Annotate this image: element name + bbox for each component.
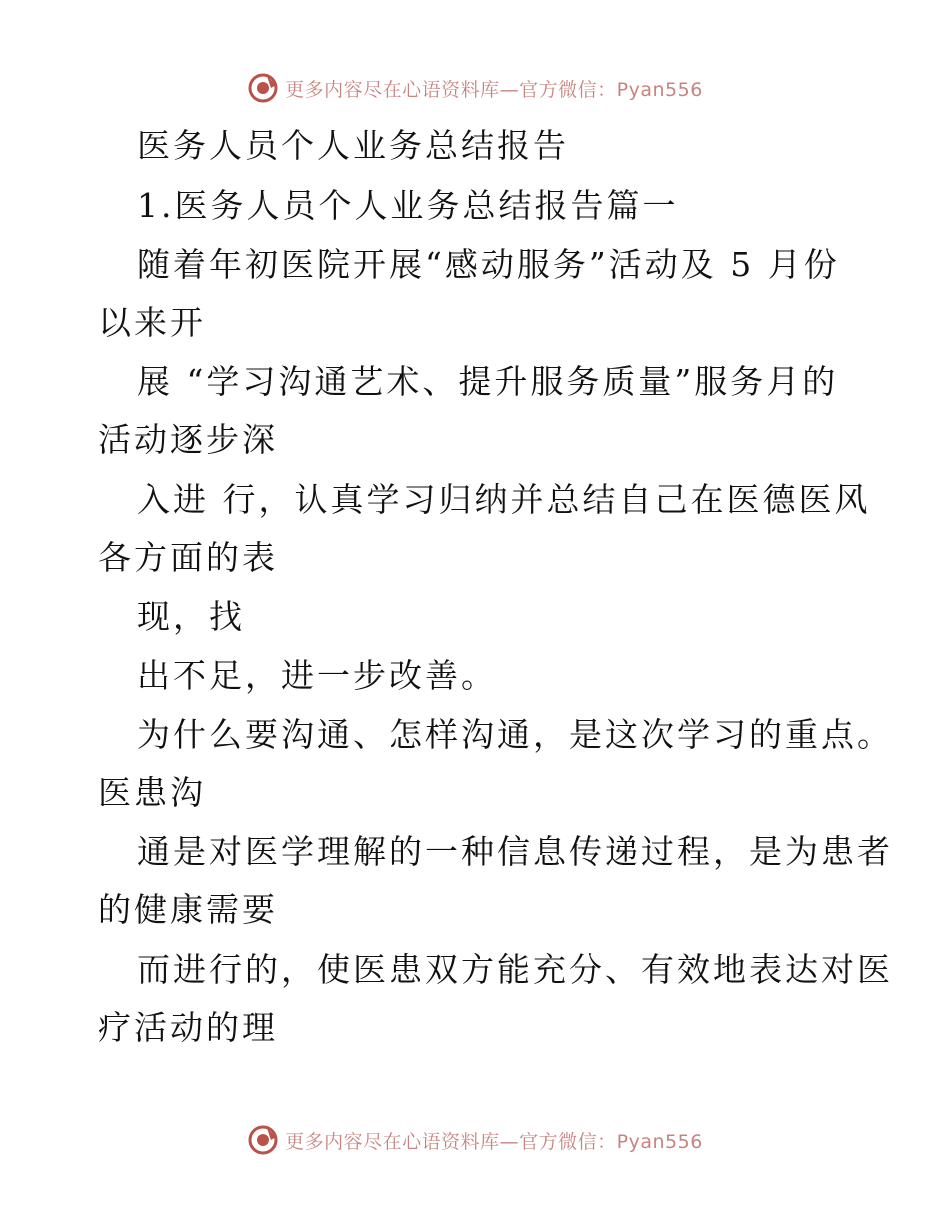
paragraph-line: 入进 行，认真学习归纳并总结自己在医德医风 bbox=[137, 480, 871, 519]
paragraph-line: 疗活动的理 bbox=[98, 1008, 278, 1047]
paragraph-line: 出不足，进一步改善。 bbox=[137, 656, 497, 695]
section-heading: 1.医务人员个人业务总结报告篇一 bbox=[137, 186, 679, 225]
paragraph-line: 现，找 bbox=[137, 597, 245, 636]
logo-icon bbox=[247, 72, 279, 104]
logo-icon bbox=[247, 1124, 279, 1156]
paragraph-line: 各方面的表 bbox=[98, 538, 278, 577]
paragraph-line: 活动逐步深 bbox=[98, 420, 278, 459]
paragraph-line: 为什么要沟通、怎样沟通，是这次学习的重点。 bbox=[137, 715, 893, 754]
paragraph-line: 通是对医学理解的一种信息传递过程，是为患者 bbox=[137, 832, 893, 871]
footer-watermark bbox=[0, 1124, 950, 1156]
paragraph-line: 以来开 bbox=[98, 303, 206, 342]
paragraph-line: 医患沟 bbox=[98, 773, 206, 812]
watermark-text: 更多内容尽在心语资料库—官方微信：Pyan556 bbox=[285, 1130, 703, 1153]
paragraph-line: 展 “学习沟通艺术、提升服务质量”服务月的 bbox=[137, 362, 839, 401]
watermark-text: 更多内容尽在心语资料库—官方微信：Pyan556 bbox=[285, 78, 703, 101]
paragraph-line: 而进行的，使医患双方能充分、有效地表达对医 bbox=[137, 950, 893, 989]
paragraph-line: 的健康需要 bbox=[98, 890, 278, 929]
document-title: 医务人员个人业务总结报告 bbox=[137, 126, 569, 165]
paragraph-line: 随着年初医院开展“感动服务”活动及 5 月份 bbox=[137, 245, 840, 284]
header-watermark bbox=[0, 72, 950, 104]
